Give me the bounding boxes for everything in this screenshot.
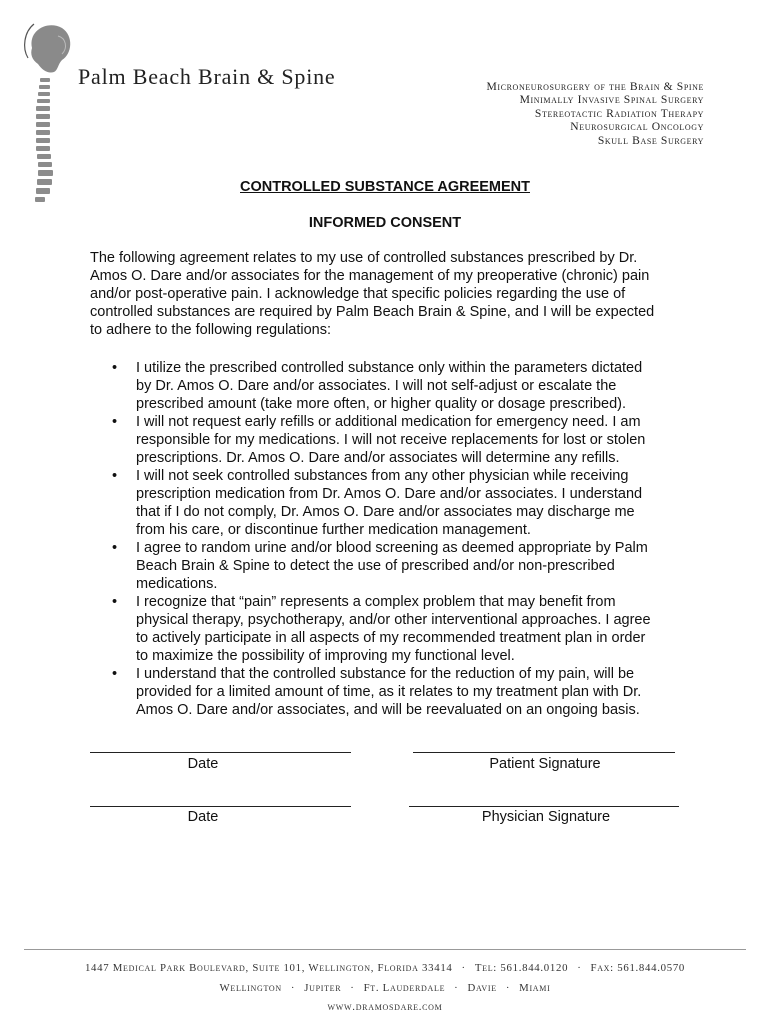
date-label: Date xyxy=(187,756,219,772)
footer-website[interactable]: www.dramosdare.com xyxy=(327,1001,443,1013)
bullet-icon: • xyxy=(112,540,118,556)
document-title-text: CONTROLLED SUBSTANCE AGREEMENT xyxy=(240,179,530,195)
services-list xyxy=(487,80,704,147)
footer-divider xyxy=(24,949,746,950)
regulation-line: I recognize that “pain” represents a complex problem that may benefit from xyxy=(136,594,616,610)
footer-contact-line xyxy=(0,962,770,974)
patient-signature-label: Patient Signature xyxy=(489,756,601,772)
regulation-item xyxy=(90,467,690,539)
separator-dot: · xyxy=(505,982,511,994)
bullet-icon: • xyxy=(112,360,118,376)
regulation-line: by Dr. Amos O. Dare and/or associates. I will not self-adjust or escalate the xyxy=(136,378,617,394)
service-item: Skull Base Surgery xyxy=(597,133,704,147)
regulation-item xyxy=(90,593,690,665)
regulation-line: medications. xyxy=(136,576,218,592)
date-label-2: Date xyxy=(187,809,219,825)
brand-name: Palm Beach Brain & Spine xyxy=(78,64,336,89)
separator-dot: · xyxy=(290,982,296,994)
regulation-line: I agree to random urine and/or blood screening as deemed appropriate by Palm xyxy=(136,540,648,556)
date-signature-line[interactable] xyxy=(90,752,351,753)
bullet-icon: • xyxy=(112,594,118,610)
regulation-line: Amos O. Dare and/or associates, and will be reevaluated on an ongoing basis. xyxy=(136,702,640,718)
footer-fax: Fax: 561.844.0570 xyxy=(590,962,686,974)
regulation-line: responsible for my medications. I will not receive replacements for lost or stolen xyxy=(136,432,646,448)
regulation-line: to maximize the possibility of improving my functional level. xyxy=(136,648,515,664)
service-item: Neurosurgical Oncology xyxy=(570,120,704,134)
regulation-line: I will not seek controlled substances from any other physician while receiving xyxy=(136,468,629,484)
intro-paragraph xyxy=(90,250,690,340)
regulation-line: I utilize the prescribed controlled substance only within the parameters dictated xyxy=(136,360,643,376)
bullet-icon: • xyxy=(112,468,118,484)
regulation-line: Beach Brain & Spine to detect the use of prescribed and/or non-prescribed xyxy=(136,558,615,574)
physician-signature-line[interactable] xyxy=(409,806,679,807)
regulation-item xyxy=(90,359,690,413)
regulation-line: that if I do not comply, Dr. Amos O. Dare and/or associates may discharge me xyxy=(136,504,635,520)
footer-location: Wellington xyxy=(219,982,282,994)
regulation-line: provided for a limited amount of time, as it relates to my treatment plan with Dr. xyxy=(136,684,642,700)
footer-location: Jupiter xyxy=(304,982,342,994)
separator-dot: · xyxy=(461,962,466,974)
regulation-line: to actively participate in all aspects of my recommended treatment plan in order xyxy=(136,630,646,646)
intro-line: and/or post-operative pain. I acknowledge that specific policies regarding the use of xyxy=(90,285,626,302)
regulation-line: prescriptions. Dr. Amos O. Dare and/or associates will determine any refills. xyxy=(136,450,620,466)
footer-location: Ft. Lauderdale xyxy=(363,982,446,994)
regulation-line: I understand that the controlled substance for the reduction of my pain, will be xyxy=(136,666,635,682)
intro-line: to adhere to the following regulations: xyxy=(90,321,332,338)
physician-signature-label: Physician Signature xyxy=(481,809,611,825)
intro-line: controlled substances are required by Palm Beach Brain & Spine, and I will be expected xyxy=(90,303,655,320)
footer-locations-line xyxy=(0,982,770,994)
footer-address: 1447 Medical Park Boulevard, Suite 101, Wellington, Florida 33414 xyxy=(84,962,453,974)
footer-location: Miami xyxy=(519,982,551,994)
regulation-line: prescribed amount (take more often, or higher quality or dosage prescribed). xyxy=(136,396,627,412)
service-item: Minimally Invasive Spinal Surgery xyxy=(519,93,704,107)
regulation-line: I will not request early refills or additional medication for emergency need. I am xyxy=(136,414,641,430)
date-signature-line-2[interactable] xyxy=(90,806,351,807)
regulation-item xyxy=(90,539,690,593)
document-subtitle: INFORMED CONSENT xyxy=(308,215,462,231)
bullet-icon: • xyxy=(112,414,118,430)
separator-dot: · xyxy=(577,962,582,974)
regulations-list xyxy=(90,359,690,719)
regulation-line: prescription medication from Dr. Amos O. Dare and/or associates. I understand xyxy=(136,486,643,502)
regulation-item xyxy=(90,413,690,467)
bullet-icon: • xyxy=(112,666,118,682)
patient-signature-line[interactable] xyxy=(413,752,675,753)
regulation-line: from his care, or discontinue further medication management. xyxy=(136,522,531,538)
footer-tel: Tel: 561.844.0120 xyxy=(474,962,569,974)
separator-dot: · xyxy=(350,982,355,994)
service-item: Stereotactic Radiation Therapy xyxy=(534,106,704,120)
service-item: Microneurosurgery of the Brain & Spine xyxy=(486,80,704,93)
regulation-item xyxy=(90,665,690,719)
regulation-line: physical therapy, psychotherapy, and/or other interventional approaches. I agree xyxy=(136,612,651,628)
intro-line: The following agreement relates to my use of controlled substances prescribed by Dr. xyxy=(90,250,638,266)
footer-location: Davie xyxy=(467,982,497,994)
separator-dot: · xyxy=(454,982,459,994)
document-title xyxy=(0,179,770,195)
intro-line: Amos O. Dare and/or associates for the management of my preoperative (chronic) pain xyxy=(90,267,650,284)
